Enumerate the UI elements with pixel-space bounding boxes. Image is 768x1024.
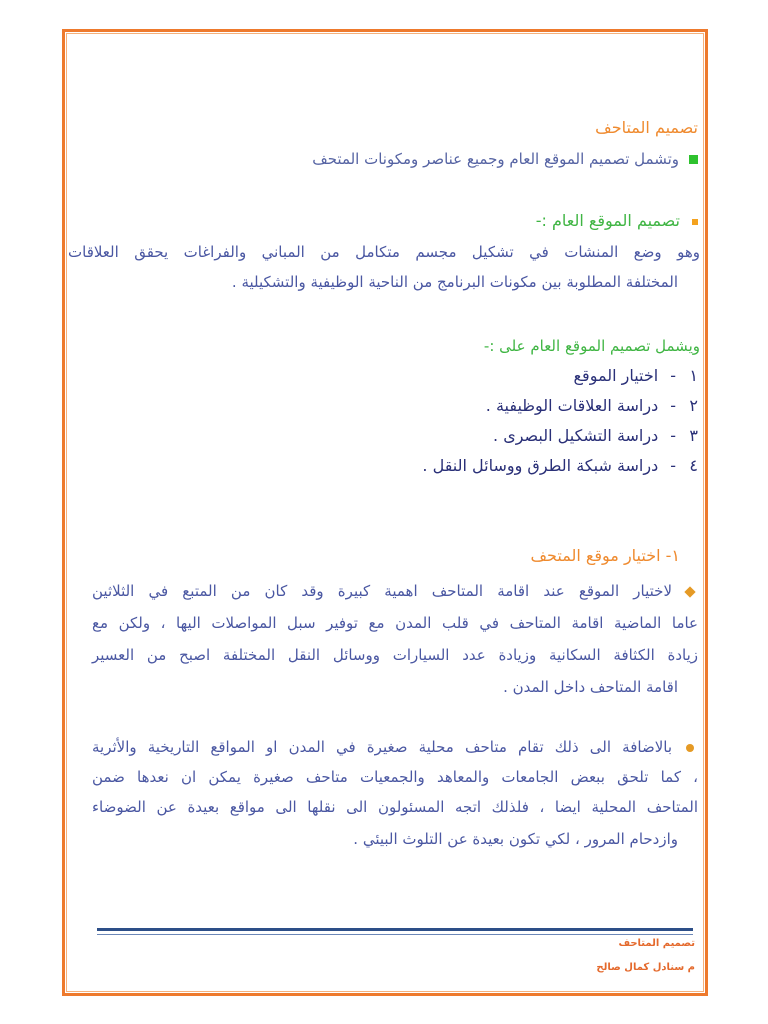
item-number: ١ xyxy=(689,366,698,385)
diamond-bullet-icon xyxy=(684,586,695,597)
section1-para2-line-4: وازدحام المرور ، لكي تكون بعيدة عن التلوث البيئي . xyxy=(353,830,678,848)
item-text: دراسة شبكة الطرق ووسائل النقل . xyxy=(422,456,659,475)
site-design-heading xyxy=(536,211,698,230)
section1-para2-line-2: ، كما تلحق ببعض الجامعات والمعاهد والجمعيات متاحف صغيرة يمكن ان نعدها ضمن xyxy=(92,768,698,786)
round-bullet-icon xyxy=(686,744,694,752)
intro-text: وتشمل تصميم الموقع العام وجميع عناصر ومكونات المتحف xyxy=(312,150,679,168)
section1-para1-line-4: اقامة المتاحف داخل المدن . xyxy=(503,678,678,696)
site-design-line-1: وهو وضع المنشات في تشكيل مجسم متكامل من المباني والفراغات يحقق العلاقات xyxy=(68,243,700,261)
footer-divider-thick xyxy=(97,928,693,931)
section1-para2-line-1: بالاضافة الى ذلك تقام متاحف محلية صغيرة في المدن او المواقع التاريخية والأثرية xyxy=(92,738,698,756)
item-text: دراسة التشكيل البصرى . xyxy=(493,426,659,445)
site-design-heading-text: تصميم الموقع العام :- xyxy=(535,211,680,230)
footer-title: تصميم المتاحف xyxy=(618,938,695,949)
numbered-item: ٢-دراسة العلاقات الوظيفية . xyxy=(485,396,698,415)
intro-line xyxy=(312,150,698,168)
page-title: تصميم المتاحف xyxy=(595,118,698,137)
orange-square-bullet-icon xyxy=(692,219,698,225)
item-number: ٣ xyxy=(689,426,698,445)
site-design-line-2: المختلفة المطلوبة بين مكونات البرنامج من الناحية الوظيفية والتشكيلية . xyxy=(231,273,678,291)
footer-author: م سنادل كمال صالح xyxy=(596,962,695,973)
footer-divider-thin xyxy=(97,934,693,935)
numbered-item: ٤-دراسة شبكة الطرق ووسائل النقل . xyxy=(422,456,698,475)
section1-para2-line-3: المتاحف المحلية ايضا ، فلذلك اتجه المسئولون الى نقلها الى مواقع بعيدة عن الضوضاء xyxy=(92,798,698,816)
section1-para1-line-2: عاما الماضية اقامة المتاحف في قلب المدن مع توفير سبل المواصلات اليها ، ولكن مع xyxy=(92,614,698,632)
section1-para1-line-1: لاختيار الموقع عند اقامة المتاحف اهمية كبيرة وقد كان من المتبع في الثلاثين xyxy=(92,582,698,600)
section1-heading: ١- اختيار موقع المتحف xyxy=(530,546,680,565)
section1-para1-line-3: زيادة الكثافة السكانية وزيادة عدد السيارات ووسائل النقل المختلفة اصبح من العسير xyxy=(92,646,698,664)
includes-heading: ويشمل تصميم الموقع العام على :- xyxy=(483,337,700,355)
item-number: ٢ xyxy=(689,396,698,415)
numbered-item: ١-اختيار الموقع xyxy=(573,366,698,385)
item-number: ٤ xyxy=(689,456,698,475)
item-text: دراسة العلاقات الوظيفية . xyxy=(485,396,659,415)
item-text: اختيار الموقع xyxy=(573,366,659,385)
green-square-bullet-icon xyxy=(689,155,698,164)
numbered-item: ٣-دراسة التشكيل البصرى . xyxy=(493,426,698,445)
